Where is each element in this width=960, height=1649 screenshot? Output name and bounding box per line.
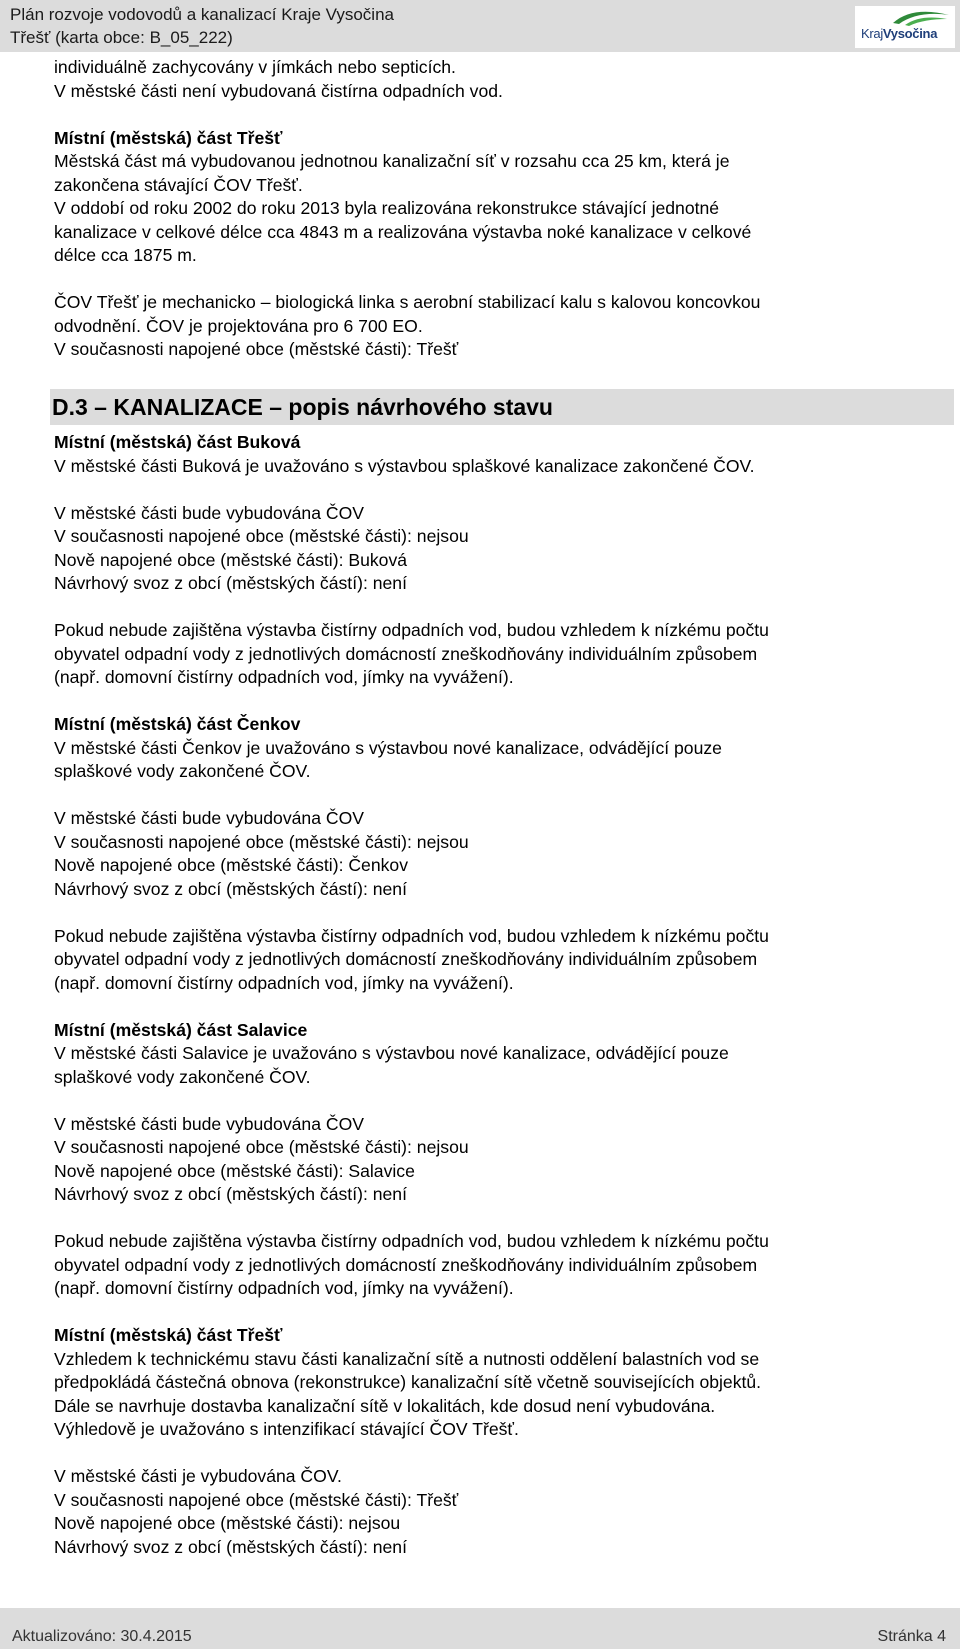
section-heading: Místní (městská) část Salavice <box>54 1019 308 1040</box>
logo-text <box>861 26 937 41</box>
text-line: splaškové vody zakončené ČOV. <box>54 761 311 781</box>
text-line: V městské části je vybudována ČOV. <box>54 1466 342 1486</box>
text-line: kanalizace v celkové délce cca 4843 m a realizována výstavba noké kanalizace v celkové <box>54 221 752 242</box>
logo-swoosh-icon <box>891 9 951 27</box>
text-line: V současnosti napojené obce (městské části): nejsou <box>54 831 469 852</box>
bukova-block <box>54 431 944 690</box>
section-heading: Místní (městská) část Buková <box>54 432 301 452</box>
text-line: Nově napojené obce (městské části): Čenkov <box>54 855 409 875</box>
text-line: V městské části Čenkov je uvažováno s výstavbou nové kanalizace, odvádějící pouze <box>54 737 722 758</box>
text-line: ČOV Třešť je mechanicko – biologická linka s aerobní stabilizací kalu s kalovou koncovkou <box>54 292 761 312</box>
page-header <box>0 0 960 52</box>
intro-block <box>54 56 944 103</box>
text-line: V současnosti napojené obce (městské části): Třešť <box>54 1489 459 1510</box>
section-heading: Místní (městská) část Třešť <box>54 1325 283 1345</box>
text-line: délce cca 1875 m. <box>54 245 197 265</box>
text-line: obyvatel odpadní vody z jednotlivých domácností zneškodňovány individuálním způsobem <box>54 643 758 664</box>
logo-text-vysocina: Vysočina <box>882 26 938 41</box>
text-line: Nově napojené obce (městské části): Buková <box>54 549 408 570</box>
kraj-vysocina-logo <box>855 6 955 48</box>
text-line: V městské části bude vybudována ČOV <box>54 1113 365 1134</box>
section-title-bar <box>50 389 954 425</box>
text-line: obyvatel odpadní vody z jednotlivých domácností zneškodňovány individuálním způsobem <box>54 949 758 969</box>
text-line: V oddobí od roku 2002 do roku 2013 byla realizována rekonstrukce stávající jednotné <box>54 198 720 218</box>
text-line: zakončena stávající ČOV Třešť. <box>54 174 303 195</box>
logo-text-kraj: Kraj <box>861 26 883 41</box>
header-title-line2: Třešť (karta obce: B_05_222) <box>10 28 233 47</box>
text-line: V současnosti napojené obce (městské části): nejsou <box>54 1137 469 1157</box>
text-line: předpokládá částečná obnova (rekonstrukce) kanalizační sítě včetně souvisejících objektů. <box>54 1372 762 1392</box>
text-line: Městská část má vybudovanou jednotnou kanalizační síť v rozsahu cca 25 km, která je <box>54 151 730 171</box>
section-heading: Místní (městská) část Čenkov <box>54 714 301 734</box>
text-line: V městské části bude vybudována ČOV <box>54 808 365 828</box>
text-line: V současnosti napojené obce (městské části): nejsou <box>54 526 469 546</box>
header-title <box>10 3 394 49</box>
section-title: D.3 – KANALIZACE – popis návrhového stavu <box>52 394 553 420</box>
text-line: Návrhový svoz z obcí (městských částí): není <box>54 1536 407 1557</box>
text-line: Pokud nebude zajištěna výstavba čistírny odpadních vod, budou vzhledem k nízkému počtu <box>54 620 769 640</box>
trest-plan-block <box>54 1324 944 1559</box>
text-line: obyvatel odpadní vody z jednotlivých domácností zneškodňovány individuálním způsobem <box>54 1254 758 1275</box>
text-line: (např. domovní čistírny odpadních vod, jímky na vyvážení). <box>54 1278 514 1298</box>
text-line: Návrhový svoz z obcí (městských částí): není <box>54 573 407 593</box>
text-line: V městské části Salavice je uvažováno s výstavbou nové kanalizace, odvádějící pouze <box>54 1043 729 1063</box>
text-line: Nově napojené obce (městské části): Salavice <box>54 1160 415 1181</box>
text-line: Návrhový svoz z obcí (městských částí): není <box>54 878 407 899</box>
text-line: Pokud nebude zajištěna výstavba čistírny odpadních vod, budou vzhledem k nízkému počtu <box>54 1231 769 1251</box>
text-line: Návrhový svoz z obcí (městských částí): není <box>54 1184 407 1204</box>
footer-page-number: Stránka 4 <box>877 1628 946 1645</box>
text-line: (např. domovní čistírny odpadních vod, jímky na vyvážení). <box>54 972 514 993</box>
text-line: Výhledově je uvažováno s intenzifikací stávající ČOV Třešť. <box>54 1419 519 1439</box>
current-trest-block <box>54 127 944 362</box>
salavice-block <box>54 1019 944 1301</box>
text-line: splaškové vody zakončené ČOV. <box>54 1066 311 1087</box>
header-title-line1: Plán rozvoje vodovodů a kanalizací Kraje Vysočina <box>10 5 394 24</box>
text-line: Vzhledem k technickému stavu části kanalizační sítě a nutnosti oddělení balastních vod se <box>54 1348 760 1369</box>
text-line: V současnosti napojené obce (městské části): Třešť <box>54 339 459 359</box>
text-line: Pokud nebude zajištěna výstavba čistírny odpadních vod, budou vzhledem k nízkému počtu <box>54 925 769 946</box>
cenkov-block <box>54 713 944 995</box>
text-line: odvodnění. ČOV je projektována pro 6 700 EO. <box>54 315 423 336</box>
text-line: Dále se navrhuje dostavba kanalizační sítě v lokalitách, kde dosud není vybudována. <box>54 1395 716 1416</box>
text-line: (např. domovní čistírny odpadních vod, jímky na vyvážení). <box>54 667 514 687</box>
text-line: V městské části bude vybudována ČOV <box>54 502 365 523</box>
document-body <box>54 56 944 1559</box>
footer-updated: Aktualizováno: 30.4.2015 <box>12 1628 192 1645</box>
section-heading: Místní (městská) část Třešť <box>54 127 283 148</box>
text-line: individuálně zachycovány v jímkách nebo septicích. <box>54 57 456 77</box>
text-line: V městské části není vybudovaná čistírna odpadních vod. <box>54 80 503 101</box>
text-line: Nově napojené obce (městské části): nejsou <box>54 1513 401 1533</box>
text-line: V městské části Buková je uvažováno s výstavbou splaškové kanalizace zakončené ČOV. <box>54 455 755 476</box>
